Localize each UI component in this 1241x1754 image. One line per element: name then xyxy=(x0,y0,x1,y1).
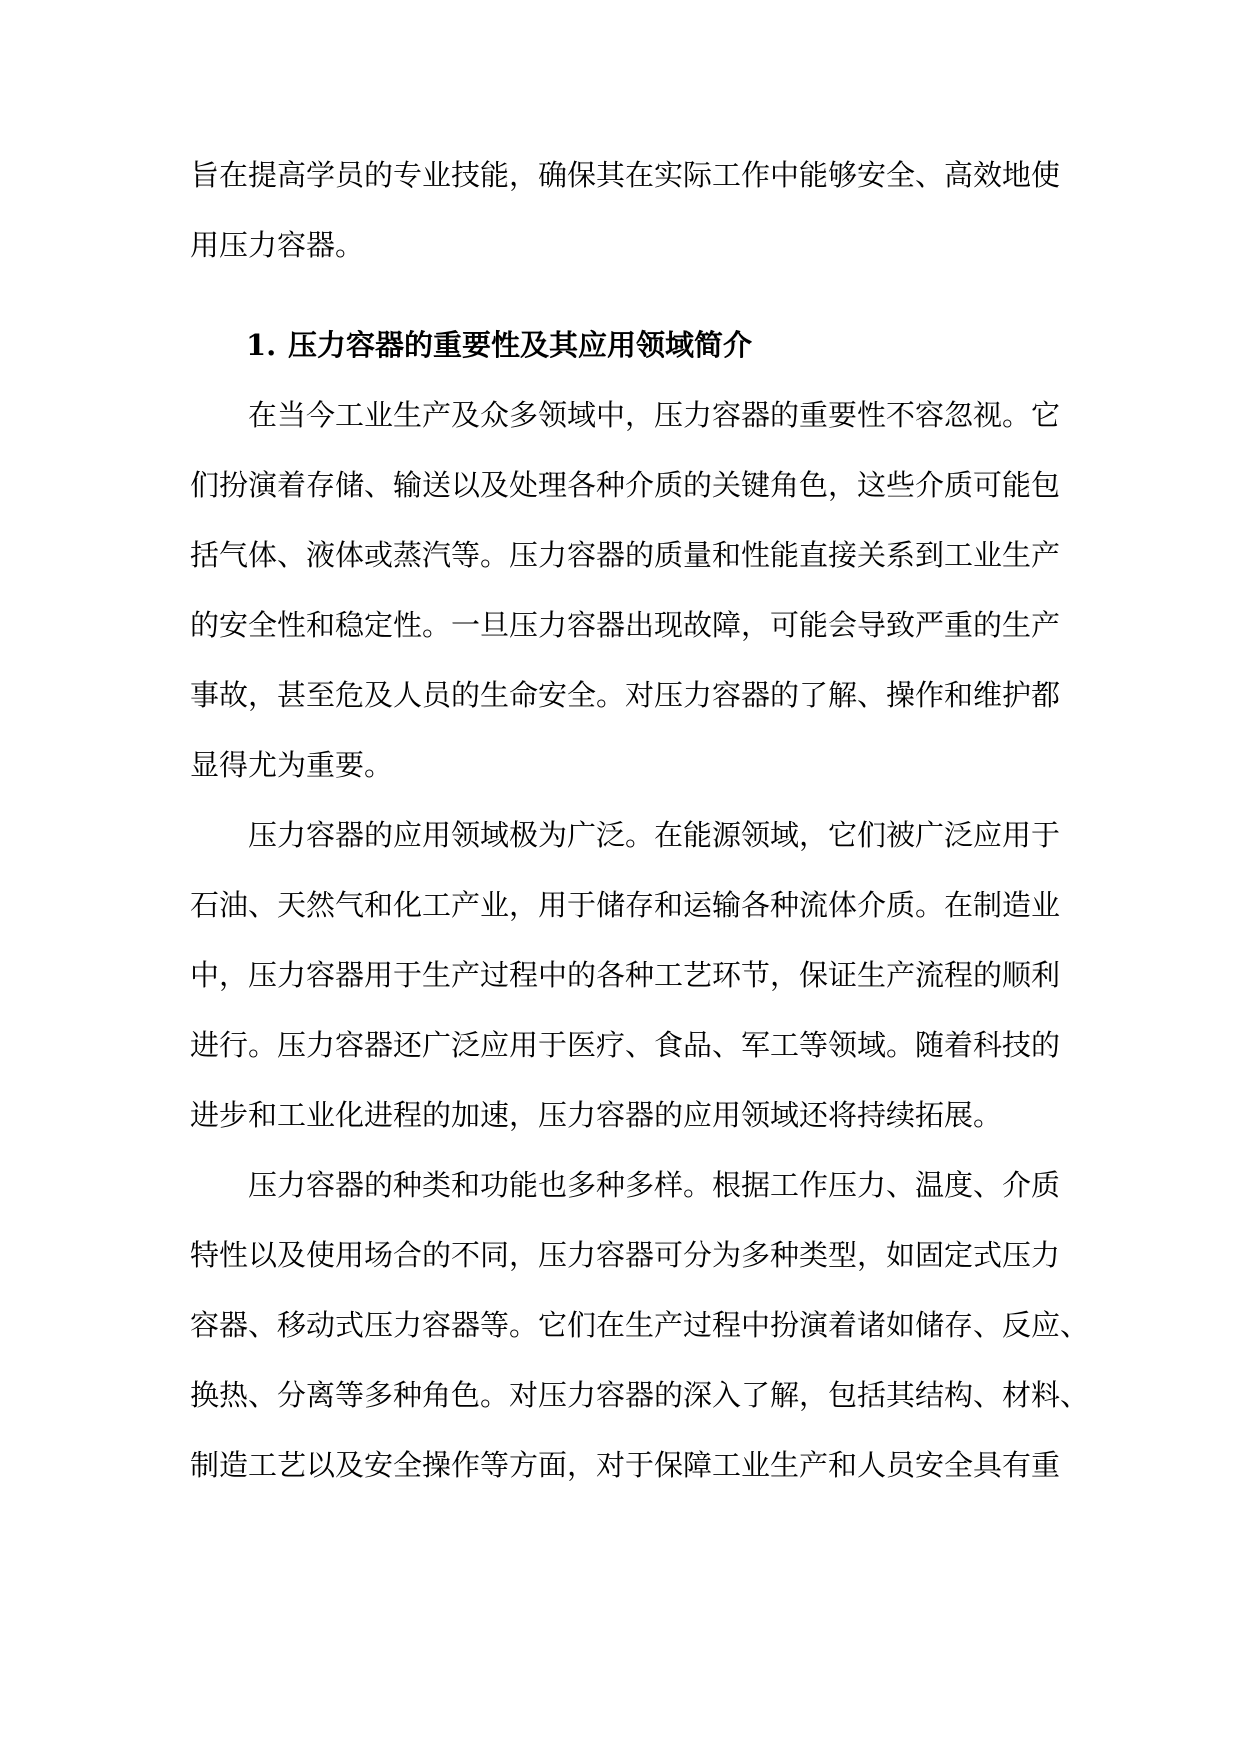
text-line: 显得尤为重要。 xyxy=(190,748,394,782)
text-line: 括气体、液体或蒸汽等。压力容器的质量和性能直接关系到工业生产 xyxy=(190,538,1061,572)
paragraph xyxy=(190,380,1061,800)
text-line: 进行。压力容器还广泛应用于医疗、食品、军工等领域。随着科技的 xyxy=(190,1028,1061,1062)
paragraph xyxy=(190,1150,1090,1500)
text-line: 旨在提高学员的专业技能，确保其在实际工作中能够安全、高效地使 xyxy=(190,158,1061,192)
document-page xyxy=(190,140,1090,1500)
section-number: 1. xyxy=(246,328,277,362)
text-line: 们扮演着存储、输送以及处理各种介质的关键角色，这些介质可能包 xyxy=(190,468,1061,502)
text-line: 中，压力容器用于生产过程中的各种工艺环节，保证生产流程的顺利 xyxy=(190,958,1061,992)
section-heading xyxy=(190,310,1052,380)
text-line: 事故，甚至危及人员的生命安全。对压力容器的了解、操作和维护都 xyxy=(190,678,1061,712)
text-line: 用压力容器。 xyxy=(190,228,365,262)
text-line: 的安全性和稳定性。一旦压力容器出现故障，可能会导致严重的生产 xyxy=(190,608,1061,642)
text-line: 容器、移动式压力容器等。它们在生产过程中扮演着诸如储存、反应、 xyxy=(190,1308,1090,1342)
text-line: 进步和工业化进程的加速，压力容器的应用领域还将持续拓展。 xyxy=(190,1098,1003,1132)
text-line: 压力容器的应用领域极为广泛。在能源领域，它们被广泛应用于 xyxy=(248,818,1061,852)
text-line: 制造工艺以及安全操作等方面，对于保障工业生产和人员安全具有重 xyxy=(190,1448,1061,1482)
paragraph xyxy=(190,800,1061,1150)
text-line: 特性以及使用场合的不同，压力容器可分为多种类型，如固定式压力 xyxy=(190,1238,1061,1272)
text-line: 在当今工业生产及众多领域中，压力容器的重要性不容忽视。它 xyxy=(248,398,1061,432)
text-line: 压力容器的种类和功能也多种多样。根据工作压力、温度、介质 xyxy=(248,1168,1061,1202)
section-title: 压力容器的重要性及其应用领域简介 xyxy=(288,328,753,362)
intro-paragraph xyxy=(190,140,1061,280)
text-line: 换热、分离等多种角色。对压力容器的深入了解，包括其结构、材料、 xyxy=(190,1378,1090,1412)
spacer xyxy=(190,280,1052,310)
text-line: 石油、天然气和化工产业，用于储存和运输各种流体介质。在制造业 xyxy=(190,888,1061,922)
